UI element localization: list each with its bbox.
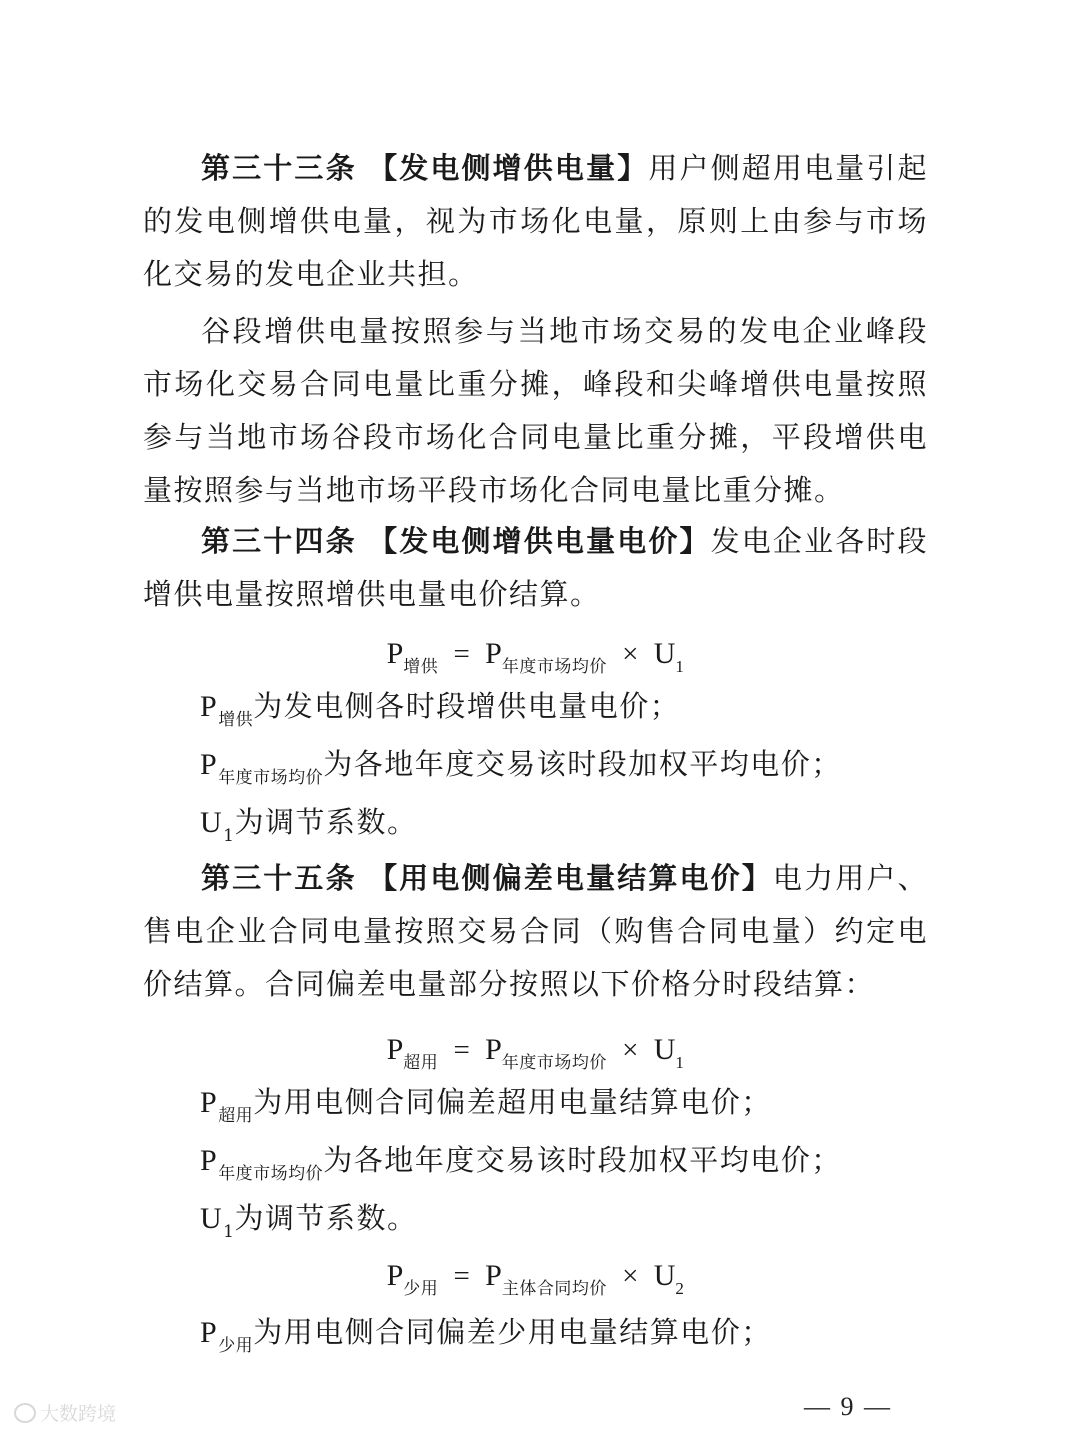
definition-line: $P_{年度市场均价}$为各地年度交易该时段加权平均电价； xyxy=(200,1143,842,1184)
article-34-title: 【发电侧增供电量电价】 xyxy=(368,524,711,558)
article-35-heading: 第三十五条 xyxy=(201,861,357,895)
definition-line: $P_{年度市场均价}$为各地年度交易该时段加权平均电价； xyxy=(200,747,842,788)
page-number: — 9 — xyxy=(804,1392,892,1421)
article-35-paragraph xyxy=(143,852,928,1011)
definition-line: $U_1$为调节系数。 xyxy=(200,1201,418,1242)
formula-zenggong: $P_{增供} = P_{年度市场均价} \times U_1$ xyxy=(386,637,685,676)
article-34-heading: 第三十四条 xyxy=(201,524,357,558)
formula-shaoyong: $P_{少用} = P_{主体合同均价} \times U_2$ xyxy=(386,1259,685,1298)
definition-line: $P_{增供}$为发电侧各时段增供电量电价； xyxy=(200,689,681,730)
article-35-title: 【用电侧偏差电量结算电价】 xyxy=(368,861,773,895)
article-33-paragraph-2: 谷段增供电量按照参与当地市场交易的发电企业峰段市场化交易合同电量比重分摊，峰段和尖峰增供电量按照参与当地市场谷段市场化合同电量比重分摊，平段增供电量按照参与当地市场平段市场化合同电量比重分摊。 xyxy=(143,314,928,507)
watermark xyxy=(14,1399,116,1426)
formula-chaoyong: $P_{超用} = P_{年度市场均价} \times U_1$ xyxy=(386,1033,685,1072)
article-33-paragraph xyxy=(143,142,928,301)
watermark-logo-icon xyxy=(14,1403,36,1423)
article-34-paragraph xyxy=(143,515,928,621)
definition-line: $U_1$为调节系数。 xyxy=(200,805,418,846)
article-34-text: 发电企业各时段增供电量按照增供电量电价结算。 xyxy=(143,524,928,611)
definition-line: $P_{超用}$为用电侧合同偏差超用电量结算电价； xyxy=(200,1085,772,1126)
article-33-text: 用户侧超用电量引起的发电侧增供电量，视为市场化电量，原则上由参与市场化交易的发电企业共担。 xyxy=(143,151,928,291)
article-33-heading: 第三十三条 xyxy=(201,151,357,185)
article-33-title: 【发电侧增供电量】 xyxy=(368,151,649,185)
article-35-text: 电力用户、售电企业合同电量按照交易合同（购售合同电量）约定电价结算。合同偏差电量部分按照以下价格分时段结算： xyxy=(143,861,928,1001)
definition-line: $P_{少用}$为用电侧合同偏差少用电量结算电价； xyxy=(200,1315,772,1356)
watermark-text: 大数跨境 xyxy=(40,1403,117,1425)
